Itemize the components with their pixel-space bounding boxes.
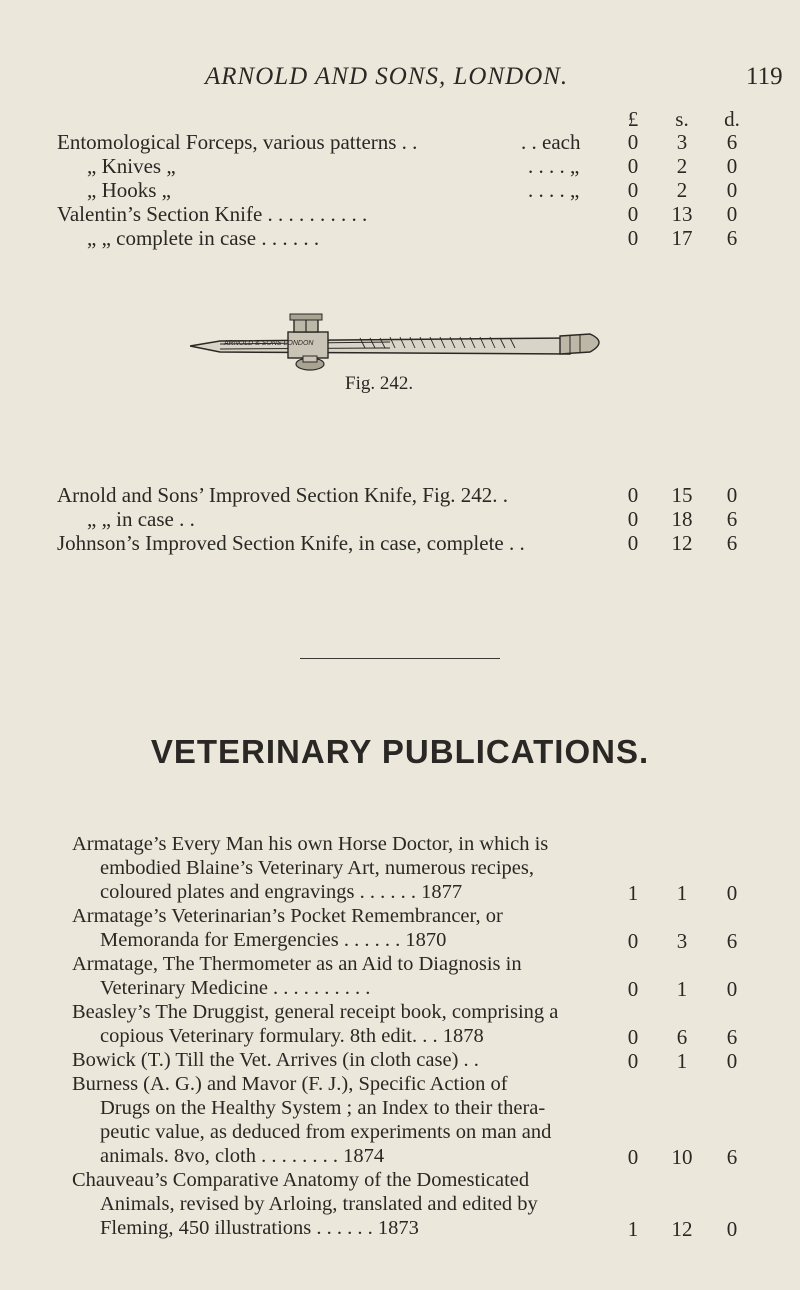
publication-line: Armatage’s Veterinarian’s Pocket Remembrancer, or: [72, 905, 503, 927]
item-label: Arnold and Sons’ Improved Section Knife, Fig. 242. .: [57, 483, 509, 507]
price-pounds: 1: [627, 1217, 639, 1241]
price-pounds: 0: [627, 929, 639, 953]
price-shillings: 2: [676, 178, 688, 202]
price-pounds: 0: [627, 977, 639, 1001]
price-shillings: 3: [676, 130, 688, 154]
price-shillings: 12: [671, 531, 693, 555]
item-label: „ „ complete in case . . . . . .: [87, 226, 320, 250]
price-shillings: 13: [671, 202, 693, 226]
shillings-header: s.: [675, 107, 689, 131]
publication-line: Animals, revised by Arloing, translated and edited by: [100, 1193, 538, 1215]
price-pence: 0: [726, 154, 738, 178]
price-shillings: 12: [671, 1217, 693, 1241]
item-unit: . . . . „: [528, 154, 580, 178]
publication-line: Armatage’s Every Man his own Horse Doctor, in which is: [72, 833, 549, 855]
item-label: „ Hooks „: [87, 178, 171, 202]
price-pence: 0: [726, 1217, 738, 1241]
price-pounds: 0: [627, 154, 639, 178]
section-knife-illustration: [190, 312, 610, 377]
item-label: „ Knives „: [87, 154, 176, 178]
item-label: „ „ in case . .: [87, 507, 195, 531]
price-pounds: 0: [627, 1145, 639, 1169]
price-pence: 0: [726, 1049, 738, 1073]
price-pence: 6: [726, 130, 738, 154]
price-shillings: 2: [676, 154, 688, 178]
price-shillings: 10: [671, 1145, 693, 1169]
price-pounds: 0: [627, 1025, 639, 1049]
page-number: 119: [746, 63, 783, 90]
pounds-header: £: [627, 107, 639, 131]
price-pence: 0: [726, 881, 738, 905]
price-pence: 6: [726, 1145, 738, 1169]
publication-line: Armatage, The Thermometer as an Aid to Diagnosis in: [72, 953, 522, 975]
section-divider: [300, 658, 500, 659]
publication-line: Fleming, 450 illustrations . . . . . . 1873: [100, 1217, 419, 1239]
price-shillings: 1: [676, 1049, 688, 1073]
price-pence: 0: [726, 202, 738, 226]
pence-header: d.: [724, 107, 740, 131]
price-shillings: 6: [676, 1025, 688, 1049]
publication-line: Beasley’s The Druggist, general receipt book, comprising a: [72, 1001, 559, 1023]
price-shillings: 17: [671, 226, 693, 250]
item-label: Entomological Forceps, various patterns . .: [57, 130, 418, 154]
price-shillings: 18: [671, 507, 693, 531]
price-pounds: 0: [627, 130, 639, 154]
section-heading: VETERINARY PUBLICATIONS.: [150, 733, 650, 770]
publication-line: embodied Blaine’s Veterinary Art, numerous recipes,: [100, 857, 534, 879]
price-pence: 0: [726, 483, 738, 507]
price-pence: 0: [726, 178, 738, 202]
price-pence: 6: [726, 507, 738, 531]
price-pounds: 0: [627, 531, 639, 555]
publication-line: animals. 8vo, cloth . . . . . . . . 1874: [100, 1145, 385, 1167]
price-shillings: 3: [676, 929, 688, 953]
publication-line: Veterinary Medicine . . . . . . . . . .: [100, 977, 371, 999]
publication-line: Burness (A. G.) and Mavor (F. J.), Specific Action of: [72, 1073, 508, 1095]
item-label: Johnson’s Improved Section Knife, in case, complete . .: [57, 531, 525, 555]
price-pence: 6: [726, 531, 738, 555]
price-pounds: 0: [627, 1049, 639, 1073]
publication-line: Chauveau’s Comparative Anatomy of the Domesticated: [72, 1169, 530, 1191]
price-pence: 6: [726, 1025, 738, 1049]
price-pounds: 0: [627, 202, 639, 226]
price-shillings: 15: [671, 483, 693, 507]
price-pounds: 1: [627, 881, 639, 905]
publication-line: Memoranda for Emergencies . . . . . . 1870: [100, 929, 447, 951]
item-label: Valentin’s Section Knife . . . . . . . . . .: [57, 202, 368, 226]
price-shillings: 1: [676, 881, 688, 905]
price-pence: 6: [726, 226, 738, 250]
publication-line: peutic value, as deduced from experiments on man and: [100, 1121, 552, 1143]
price-shillings: 1: [676, 977, 688, 1001]
publication-line: Drugs on the Healthy System ; an Index to their thera-: [100, 1097, 546, 1119]
price-pounds: 0: [627, 178, 639, 202]
figure-caption: Fig. 242.: [345, 373, 414, 394]
publication-line: coloured plates and engravings . . . . . . 1877: [100, 881, 463, 903]
price-pounds: 0: [627, 483, 639, 507]
engraving-text: ARNOLD & SONS LONDON: [224, 340, 314, 347]
price-pounds: 0: [627, 226, 639, 250]
item-unit: . . each: [521, 130, 581, 154]
publication-line: Bowick (T.) Till the Vet. Arrives (in cloth case) . .: [72, 1049, 479, 1071]
price-pence: 6: [726, 929, 738, 953]
price-pence: 0: [726, 977, 738, 1001]
running-head-title: ARNOLD AND SONS, LONDON.: [205, 63, 569, 90]
price-pounds: 0: [627, 507, 639, 531]
item-unit: . . . . „: [528, 178, 580, 202]
publication-line: copious Veterinary formulary. 8th edit. . . 1878: [100, 1025, 484, 1047]
